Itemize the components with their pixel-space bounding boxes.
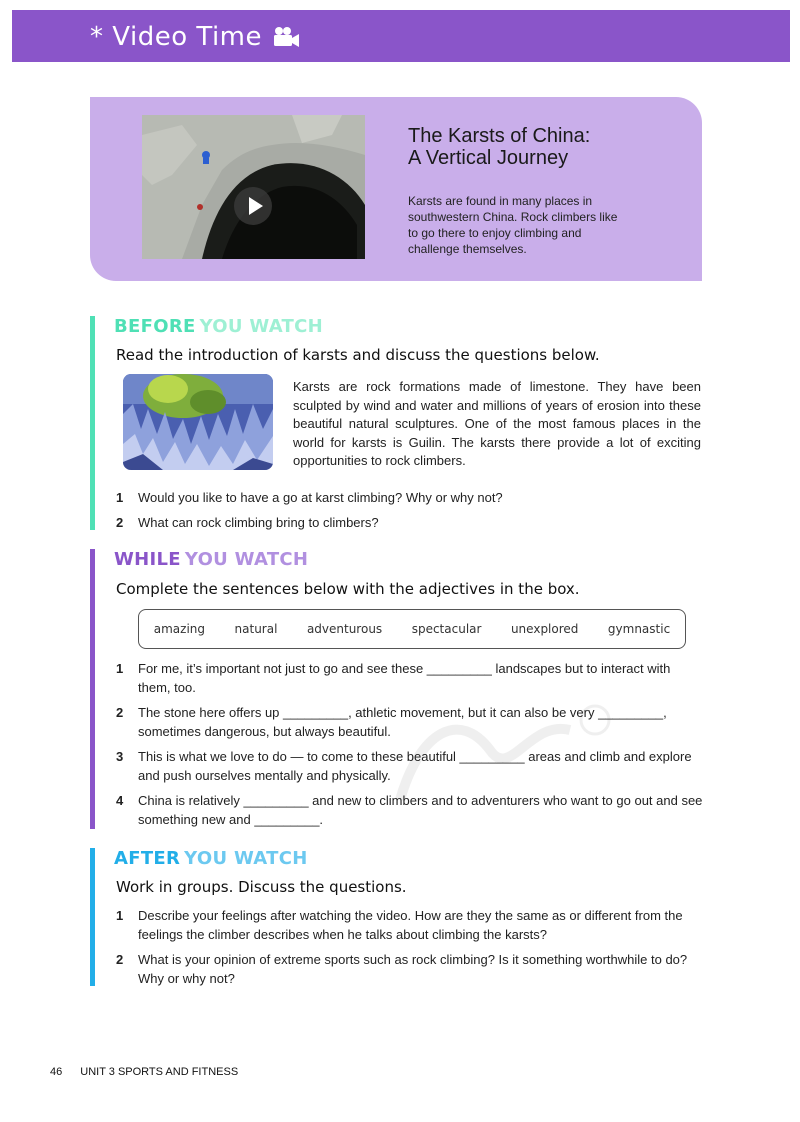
before-questions — [116, 488, 706, 538]
item-text: What is your opinion of extreme sports such as rock climbing? Is it something worthwhile to do? Why or why not? — [138, 952, 688, 986]
while-bar — [90, 549, 95, 829]
before-instruction: Read the introduction of karsts and discuss the questions below. — [116, 346, 600, 364]
word-adventurous: adventurous — [306, 622, 383, 636]
video-description: Karsts are found in many places in southwestern China. Rock climbers like to go there to enjoy climbing and challenge themselves. — [408, 194, 618, 256]
word-gymnastic: gymnastic — [607, 622, 671, 636]
header-title-text: * Video Time — [90, 22, 263, 52]
item-text: Describe your feelings after watching the video. How are they the same as or different from the feelings the climber describes when he talks about climbing the karsts? — [138, 908, 683, 942]
while-heading — [114, 549, 308, 570]
after-section — [90, 848, 704, 986]
while-heading-1: WHILE — [114, 549, 181, 570]
unit-label: UNIT 3 SPORTS AND FITNESS — [80, 1066, 239, 1078]
video-title-line1: The Karsts of China: — [408, 125, 591, 147]
list-item — [116, 513, 706, 532]
word-box — [138, 609, 686, 649]
after-heading-1: AFTER — [114, 848, 181, 869]
item-number: 2 — [116, 952, 124, 967]
video-thumbnail[interactable] — [142, 115, 365, 259]
page-number: 46 — [50, 1066, 63, 1078]
item-number: 1 — [116, 490, 124, 505]
before-heading-1: BEFORE — [114, 316, 196, 337]
item-number: 4 — [116, 793, 124, 808]
after-heading-2: YOU WATCH — [184, 848, 308, 869]
video-camera-icon — [272, 26, 300, 48]
after-instruction: Work in groups. Discuss the questions. — [116, 878, 407, 896]
item-number: 2 — [116, 515, 124, 530]
word-spectacular: spectacular — [411, 622, 482, 636]
video-title — [408, 125, 688, 169]
item-text: What can rock climbing bring to climbers? — [138, 515, 379, 530]
item-text: This is what we love to do — to come to these beautiful _________ areas and climb and explore and push ourselves mentally and physically. — [138, 749, 692, 783]
word-amazing: amazing — [153, 622, 206, 636]
list-item — [116, 747, 706, 785]
before-section — [90, 316, 704, 530]
list-item — [116, 659, 706, 697]
video-card — [90, 97, 702, 281]
list-item — [116, 906, 706, 944]
karst-photo — [123, 374, 273, 470]
item-text: Would you like to have a go at karst climbing? Why or why not? — [138, 490, 503, 505]
while-instruction: Complete the sentences below with the adjectives in the box. — [116, 580, 580, 598]
list-item — [116, 950, 706, 988]
item-number: 1 — [116, 661, 124, 676]
before-heading-2: YOU WATCH — [199, 316, 323, 337]
page-footer — [50, 1066, 238, 1078]
after-bar — [90, 848, 95, 986]
page-title — [90, 22, 300, 52]
video-title-line2: A Vertical Journey — [408, 147, 569, 169]
item-number: 2 — [116, 705, 124, 720]
item-text: The stone here offers up _________, athletic movement, but it can also be very _________, sometimes dangerous, but always beautiful. — [138, 705, 667, 739]
item-text: For me, it’s important not just to go and see these _________ landscapes but to interact with them, too. — [138, 661, 671, 695]
while-section — [90, 549, 704, 829]
while-heading-2: YOU WATCH — [184, 549, 309, 570]
item-text: China is relatively _________ and new to climbers and to adventurers who want to go out and see something new and _________. — [138, 793, 703, 827]
karst-intro-text: Karsts are rock formations made of limestone. They have been sculpted by wind and water and millions of years of erosion into these beautiful natural sculptures. One of the most famous places in the world for karsts is Guilin. The karsts there provide a lot of exciting opportunities to rock climbers. — [293, 379, 701, 468]
before-heading — [114, 316, 323, 337]
after-questions — [116, 906, 706, 994]
after-heading — [114, 848, 308, 869]
list-item — [116, 791, 706, 829]
list-item — [116, 488, 706, 507]
before-bar — [90, 316, 95, 530]
while-sentences — [116, 659, 706, 835]
play-button[interactable] — [234, 187, 272, 225]
list-item — [116, 703, 706, 741]
item-number: 1 — [116, 908, 124, 923]
word-natural: natural — [234, 622, 278, 636]
item-number: 3 — [116, 749, 124, 764]
word-unexplored: unexplored — [510, 622, 579, 636]
